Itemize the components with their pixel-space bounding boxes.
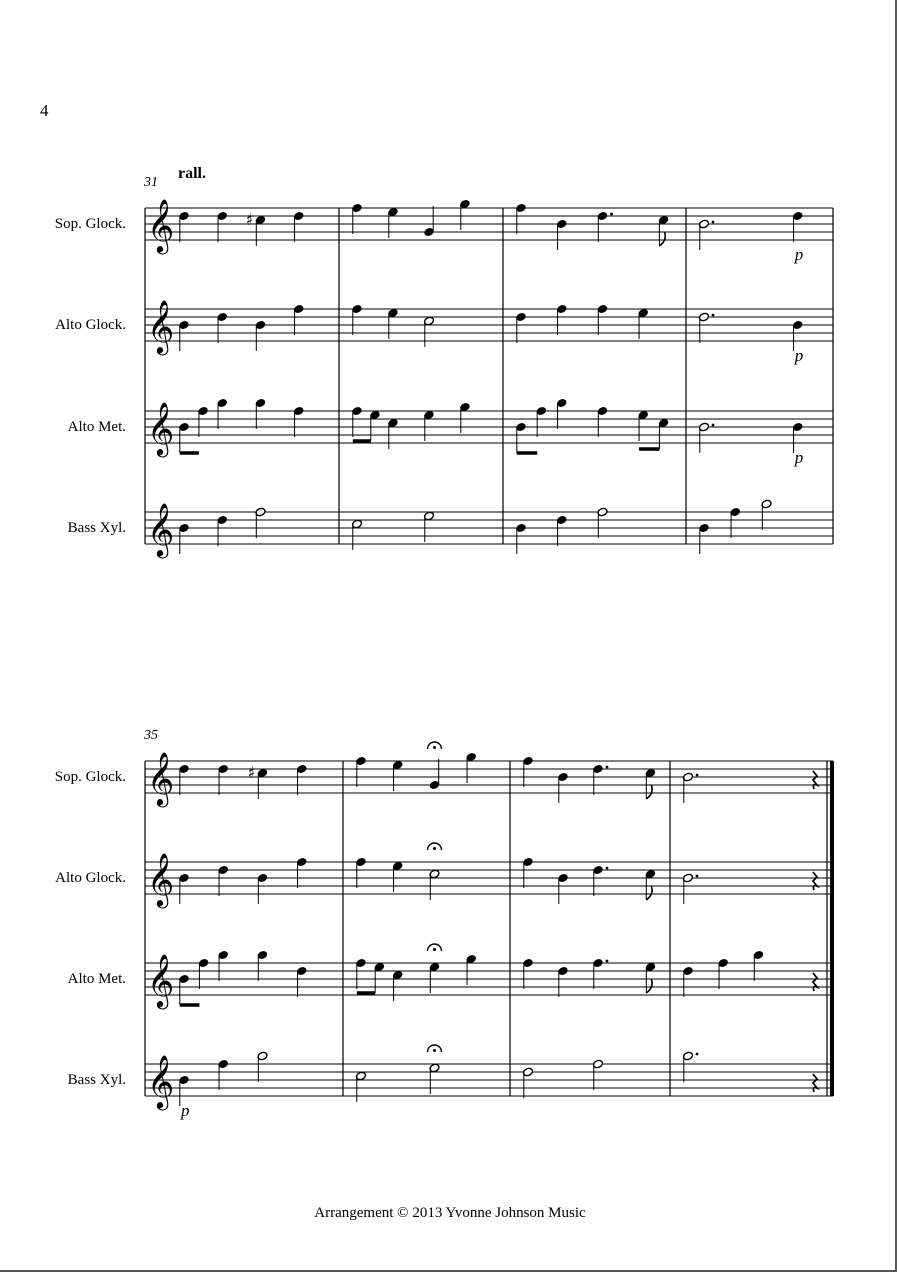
- fermata-dot: [433, 847, 436, 850]
- dynamic-marking: p: [794, 346, 804, 365]
- note: [392, 970, 403, 1001]
- augmentation-dot: [712, 221, 715, 224]
- treble-clef-icon: 𝄞: [147, 299, 175, 353]
- note: [198, 406, 209, 437]
- treble-clef-icon: 𝄞: [147, 953, 175, 1007]
- note: [178, 422, 189, 453]
- system-2: [55, 728, 834, 1120]
- augmentation-dot: [696, 875, 699, 878]
- note: [178, 211, 189, 242]
- note: [178, 1075, 189, 1120]
- note: [296, 966, 307, 997]
- instrument-name: Bass Xyl.: [67, 1072, 126, 1088]
- augmentation-dot: [696, 1053, 699, 1056]
- staff-alto-met: [68, 944, 833, 1009]
- note: [592, 1059, 603, 1090]
- staff-alto-glock: [55, 843, 833, 908]
- note: [293, 406, 304, 437]
- note: [423, 511, 434, 542]
- note: [597, 406, 608, 437]
- flag: [646, 886, 652, 900]
- note: [178, 764, 189, 795]
- note: [387, 418, 398, 449]
- note: [351, 304, 362, 335]
- note: [645, 768, 656, 799]
- instrument-name: Alto Met.: [67, 419, 126, 435]
- flag: [659, 232, 665, 246]
- augmentation-dot: [606, 766, 609, 769]
- quarter-rest-icon: [813, 1074, 817, 1092]
- note: [536, 406, 547, 437]
- note: [217, 312, 228, 343]
- note: [428, 944, 442, 993]
- note: [355, 857, 366, 888]
- note: [698, 523, 709, 554]
- note: [556, 398, 567, 429]
- instrument-name: Alto Glock.: [55, 317, 126, 333]
- instrument-name: Sop. Glock.: [54, 216, 126, 232]
- staff-bass-xyl: [68, 1045, 833, 1120]
- note: [246, 210, 267, 246]
- quarter-rest-icon: [813, 771, 817, 789]
- note: [645, 962, 656, 993]
- fermata-dot: [433, 1049, 436, 1052]
- treble-clef-icon: 𝄞: [147, 1054, 175, 1108]
- dynamic-marking: p: [794, 245, 804, 264]
- staff-alto-met: [68, 398, 833, 467]
- note: [392, 760, 403, 791]
- staff-sop-glock: [55, 742, 833, 807]
- measure-number: 35: [144, 728, 158, 743]
- note: [423, 316, 434, 347]
- note: [178, 974, 189, 1005]
- augmentation-dot: [712, 424, 715, 427]
- note: [792, 211, 803, 264]
- note: [218, 1059, 229, 1090]
- note: [522, 958, 533, 989]
- augmentation-dot: [606, 960, 609, 963]
- tempo-marking: rall.: [178, 165, 206, 182]
- augmentation-dot: [696, 774, 699, 777]
- note: [428, 742, 442, 790]
- treble-clef-icon: 𝄞: [147, 401, 175, 455]
- note: [515, 203, 526, 234]
- flag: [646, 979, 652, 993]
- note: [218, 764, 229, 795]
- note: [792, 422, 803, 467]
- flag: [646, 785, 652, 799]
- note: [351, 406, 362, 437]
- note: [355, 958, 366, 989]
- note: [351, 519, 362, 550]
- dynamic-marking: p: [181, 1101, 190, 1120]
- note: [597, 304, 608, 335]
- note: [255, 320, 266, 351]
- treble-clef-icon: 𝄞: [147, 852, 175, 906]
- note: [466, 752, 477, 783]
- note: [459, 199, 470, 230]
- note: [355, 756, 366, 787]
- staff-alto-glock: [55, 299, 833, 365]
- augmentation-dot: [610, 213, 613, 216]
- note: [557, 966, 568, 997]
- note: [387, 207, 398, 238]
- quarter-rest: [813, 771, 817, 789]
- note: [682, 966, 693, 997]
- sharp-icon: ♯: [245, 210, 254, 229]
- copyright-footer: Arrangement © 2013 Yvonne Johnson Music: [314, 1205, 586, 1221]
- note: [792, 320, 803, 365]
- note: [658, 418, 669, 449]
- note: [557, 772, 568, 803]
- note: [522, 756, 533, 787]
- note: [682, 1051, 698, 1082]
- augmentation-dot: [712, 314, 715, 317]
- treble-clef-icon: 𝄞: [147, 198, 175, 252]
- note: [293, 211, 304, 242]
- note: [515, 312, 526, 343]
- staff-bass-xyl: [68, 499, 833, 558]
- note: [257, 873, 268, 904]
- note: [522, 1067, 533, 1098]
- instrument-name: Sop. Glock.: [54, 769, 126, 785]
- note: [459, 402, 470, 433]
- note: [753, 950, 764, 981]
- note: [255, 507, 266, 538]
- augmentation-dot: [606, 867, 609, 870]
- note: [387, 308, 398, 339]
- staff-sop-glock: [55, 198, 833, 264]
- note: [178, 320, 189, 351]
- note: [296, 764, 307, 795]
- note: [557, 873, 568, 904]
- note: [218, 865, 229, 896]
- note: [217, 515, 228, 546]
- quarter-rest: [813, 872, 817, 890]
- note: [638, 308, 649, 339]
- note: [515, 422, 526, 453]
- note: [428, 1045, 442, 1094]
- page-number: 4: [40, 101, 49, 120]
- note: [515, 523, 526, 554]
- instrument-name: Bass Xyl.: [67, 520, 126, 536]
- fermata-dot: [433, 948, 436, 951]
- note: [392, 861, 403, 892]
- note: [293, 304, 304, 335]
- note: [355, 1071, 366, 1102]
- note: [178, 523, 189, 554]
- note: [198, 958, 209, 989]
- note: [423, 410, 434, 441]
- note: [718, 958, 729, 989]
- note: [369, 410, 380, 441]
- note: [597, 507, 608, 538]
- note: [556, 304, 567, 335]
- dynamic-marking: p: [794, 448, 804, 467]
- note: [466, 954, 477, 985]
- measure-number: 31: [144, 175, 158, 190]
- note: [658, 215, 669, 246]
- note: [296, 857, 307, 888]
- instrument-name: Alto Glock.: [55, 870, 126, 886]
- note: [178, 873, 189, 904]
- note: [645, 869, 656, 900]
- instrument-name: Alto Met.: [67, 971, 126, 987]
- treble-clef-icon: 𝄞: [147, 502, 175, 556]
- sharp-icon: ♯: [247, 763, 256, 782]
- quarter-rest-icon: [813, 872, 817, 890]
- note: [423, 206, 434, 237]
- note: [248, 763, 269, 799]
- system-1: [55, 165, 833, 558]
- note: [257, 950, 268, 981]
- quarter-rest: [813, 1074, 817, 1092]
- final-barline-thick: [830, 761, 834, 1096]
- fermata-dot: [433, 746, 436, 749]
- note: [730, 507, 741, 538]
- note: [218, 950, 229, 981]
- note: [255, 398, 266, 429]
- note: [428, 843, 442, 900]
- note: [556, 515, 567, 546]
- quarter-rest-icon: [813, 973, 817, 991]
- note: [217, 211, 228, 242]
- note: [217, 398, 228, 429]
- note: [638, 410, 649, 441]
- note: [761, 499, 772, 530]
- note: [257, 1051, 268, 1082]
- quarter-rest: [813, 973, 817, 991]
- treble-clef-icon: 𝄞: [147, 751, 175, 805]
- note: [556, 219, 567, 250]
- note: [522, 857, 533, 888]
- note: [374, 962, 385, 993]
- note: [351, 203, 362, 234]
